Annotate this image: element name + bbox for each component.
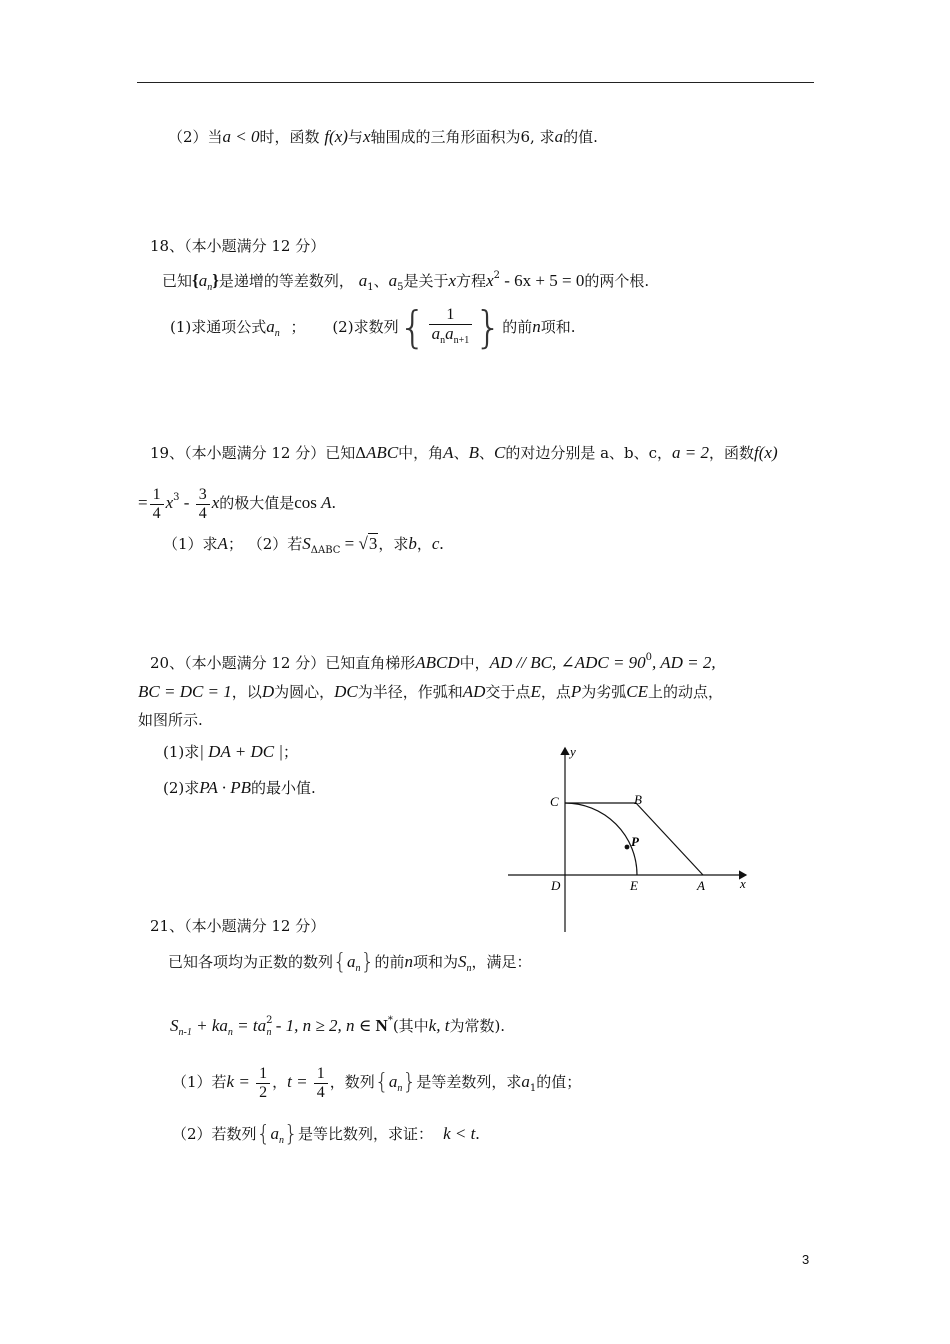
q19-line1: 19、（本小题满分 12 分）已知ΔABC中，角A、B、C的对边分别是 a、b、c，a = 2，函数f(x) <box>150 443 778 462</box>
q20-part2: (2)求PA · PB的最小值. <box>163 778 316 797</box>
label-d: D <box>551 878 561 893</box>
q20-line2: BC = DC = 1，以D为圆心，DC为半径，作弧和AD交于点E，点P为劣弧CE上的动点， <box>138 682 723 701</box>
q21-part2: （2）若数列$\{a_n\}$是等比数列，求证： k < t. <box>172 1122 480 1147</box>
q20-part1: (1)求| DA + DC |； <box>163 742 299 761</box>
q18-parts: (1)求通项公式$a_n$ ； (2)求数列{ $\frac{1}{a_na_{n+1}}$ }的前n项和. <box>170 302 576 353</box>
page-number: 3 <box>802 1252 810 1267</box>
point-p <box>625 845 630 850</box>
right-brace: } <box>474 302 503 353</box>
trapezoid-figure <box>500 740 760 935</box>
q21-part1: （1）若k = $\frac{1}{2}$ ，t = $\frac{1}{4}$ ，数列$\{a_n\}$是等差数列，求$a_1$的值； <box>172 1064 582 1101</box>
arc-ce <box>565 803 637 875</box>
label-b: B <box>634 792 642 807</box>
label-y: y <box>570 744 576 759</box>
q18-statement: 已知$\{a_n\}$是递增的等差数列， $a_1$、$a_5$是关于x方程$x^2 - 6x + 5 = 0$的两个根. <box>162 270 650 293</box>
q20-line1: 20、（本小题满分 12 分）已知直角梯形ABCD中，AD // BC, ∠ADC = $90^0$, AD = 2, <box>150 652 716 672</box>
q21-header: 21、（本小题满分 12 分） <box>150 917 326 935</box>
q19-line3: （1）求A； （2）若$S_{\Delta ABC} = √3$，求b，c. <box>163 534 444 556</box>
left-brace: { <box>398 302 427 353</box>
q19-line2: = $\frac{1}{4}$ $x^3$ - $\frac{3}{4}$ x的极大值是cos A. <box>138 485 336 522</box>
label-e: E <box>630 878 638 893</box>
q21-formula: $S_{n-1} + ka_n = ta^2_n - 1$, n ≥ 2, n ∈ N*(其中k, t为常数). <box>170 1015 506 1038</box>
q17-part2: （2）当a < 0时，函数 f(x)与x轴围成的三角形面积为6, 求a的值. <box>168 127 598 146</box>
label-a: A <box>697 878 705 893</box>
label-x: x <box>740 876 746 891</box>
q21-statement: 已知各项均为正数的数列$\{a_n\}$的前n项和为$S_n$，满足： <box>168 950 532 975</box>
label-p: P <box>631 834 639 849</box>
label-c: C <box>550 794 559 809</box>
segment-ba <box>636 803 703 875</box>
header-rule <box>137 82 814 83</box>
q18-fraction: $\frac{1}{a_na_{n+1}}$ <box>429 306 473 350</box>
q18-header: 18、（本小题满分 12 分） <box>150 237 326 255</box>
q20-line3: 如图所示. <box>138 711 203 729</box>
